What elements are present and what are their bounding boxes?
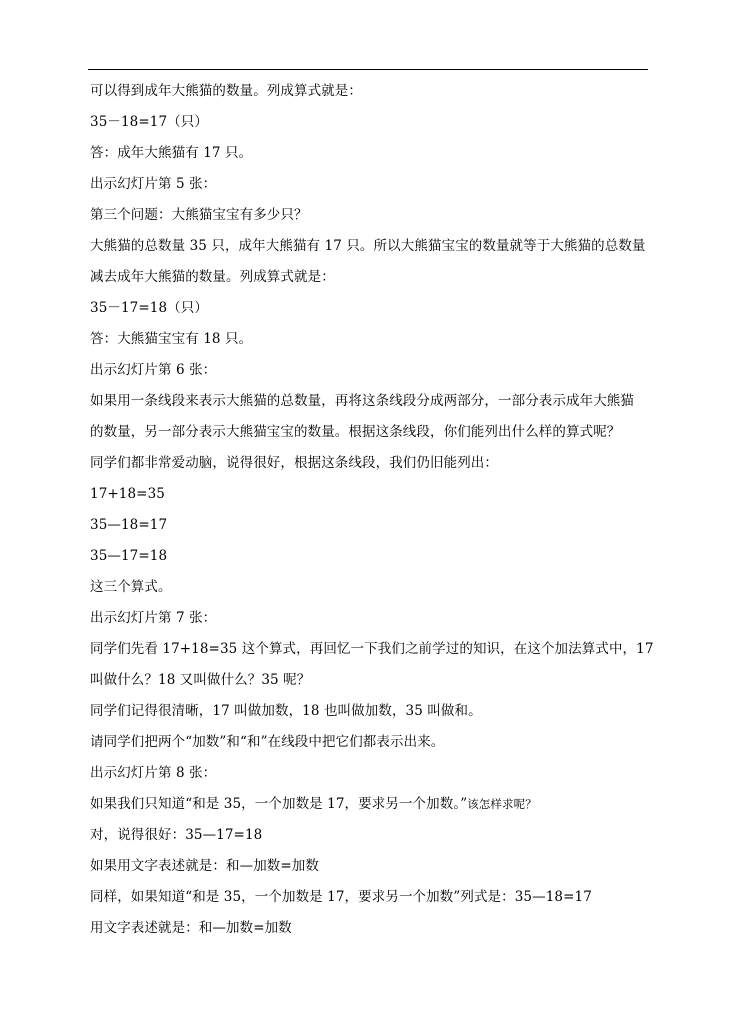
text-line: 如果用一条线段来表示大熊猫的总数量，再将这条线段分成两部分，一部分表示成年大熊猫 <box>90 393 634 409</box>
header-rule <box>88 69 648 70</box>
text-line: 同样，如果知道“和是 35，一个加数是 17，要求另一个加数”列式是：35—18=17 <box>90 889 592 905</box>
text-line: 可以得到成年大熊猫的数量。列成算式就是： <box>90 83 362 99</box>
text-line: 同学们都非常爱动脑，说得很好，根据这条线段，我们仍旧能列出： <box>90 455 498 471</box>
equation-line: 35－17=18（只） <box>90 300 208 316</box>
text-line: 请同学们把两个“加数”和“和”在线段中把它们都表示出来。 <box>90 734 445 750</box>
question-line: 第三个问题：大熊猫宝宝有多少只？ <box>90 207 308 223</box>
slide-heading: 出示幻灯片第 5 张： <box>90 176 217 192</box>
equation-line: 17+18=35 <box>90 486 165 502</box>
text-line: 这三个算式。 <box>90 579 172 595</box>
question-line-container <box>90 789 655 820</box>
text-line: 的数量，另一部分表示大熊猫宝宝的数量。根据这条线段，你们能列出什么样的算式呢？ <box>90 424 621 440</box>
text-line: 如果用文字表述就是：和—加数=加数 <box>90 858 320 874</box>
text-line: 叫做什么？18 又叫做什么？35 呢？ <box>90 672 311 688</box>
question-suffix: 该怎样求呢？ <box>467 797 537 811</box>
answer-line: 答：大熊猫宝宝有 18 只。 <box>90 331 253 347</box>
document-body <box>90 76 655 944</box>
text-line: 用文字表述就是：和—加数=加数 <box>90 920 292 936</box>
text-line: 同学们先看 17+18=35 这个算式，再回忆一下我们之前学过的知识，在这个加法算式中，17 <box>90 641 654 657</box>
question-line: 如果我们只知道“和是 35，一个加数是 17，要求另一个加数。” <box>90 796 468 812</box>
text-line: 大熊猫的总数量 35 只，成年大熊猫有 17 只。所以大熊猫宝宝的数量就等于大熊猫的总数量 <box>90 238 646 254</box>
text-line: 同学们记得很清晰，17 叫做加数，18 也叫做加数，35 叫做和。 <box>90 703 482 719</box>
slide-heading: 出示幻灯片第 8 张： <box>90 765 217 781</box>
text-line: 减去成年大熊猫的数量。列成算式就是： <box>90 269 335 285</box>
slide-heading: 出示幻灯片第 7 张： <box>90 610 217 626</box>
equation-line: 35－18=17（只） <box>90 114 208 130</box>
answer-line: 答：成年大熊猫有 17 只。 <box>90 145 253 161</box>
equation-line: 35—18=17 <box>90 517 168 533</box>
slide-heading: 出示幻灯片第 6 张： <box>90 362 217 378</box>
text-line: 对，说得很好：35—17=18 <box>90 827 263 843</box>
equation-line: 35—17=18 <box>90 548 168 564</box>
